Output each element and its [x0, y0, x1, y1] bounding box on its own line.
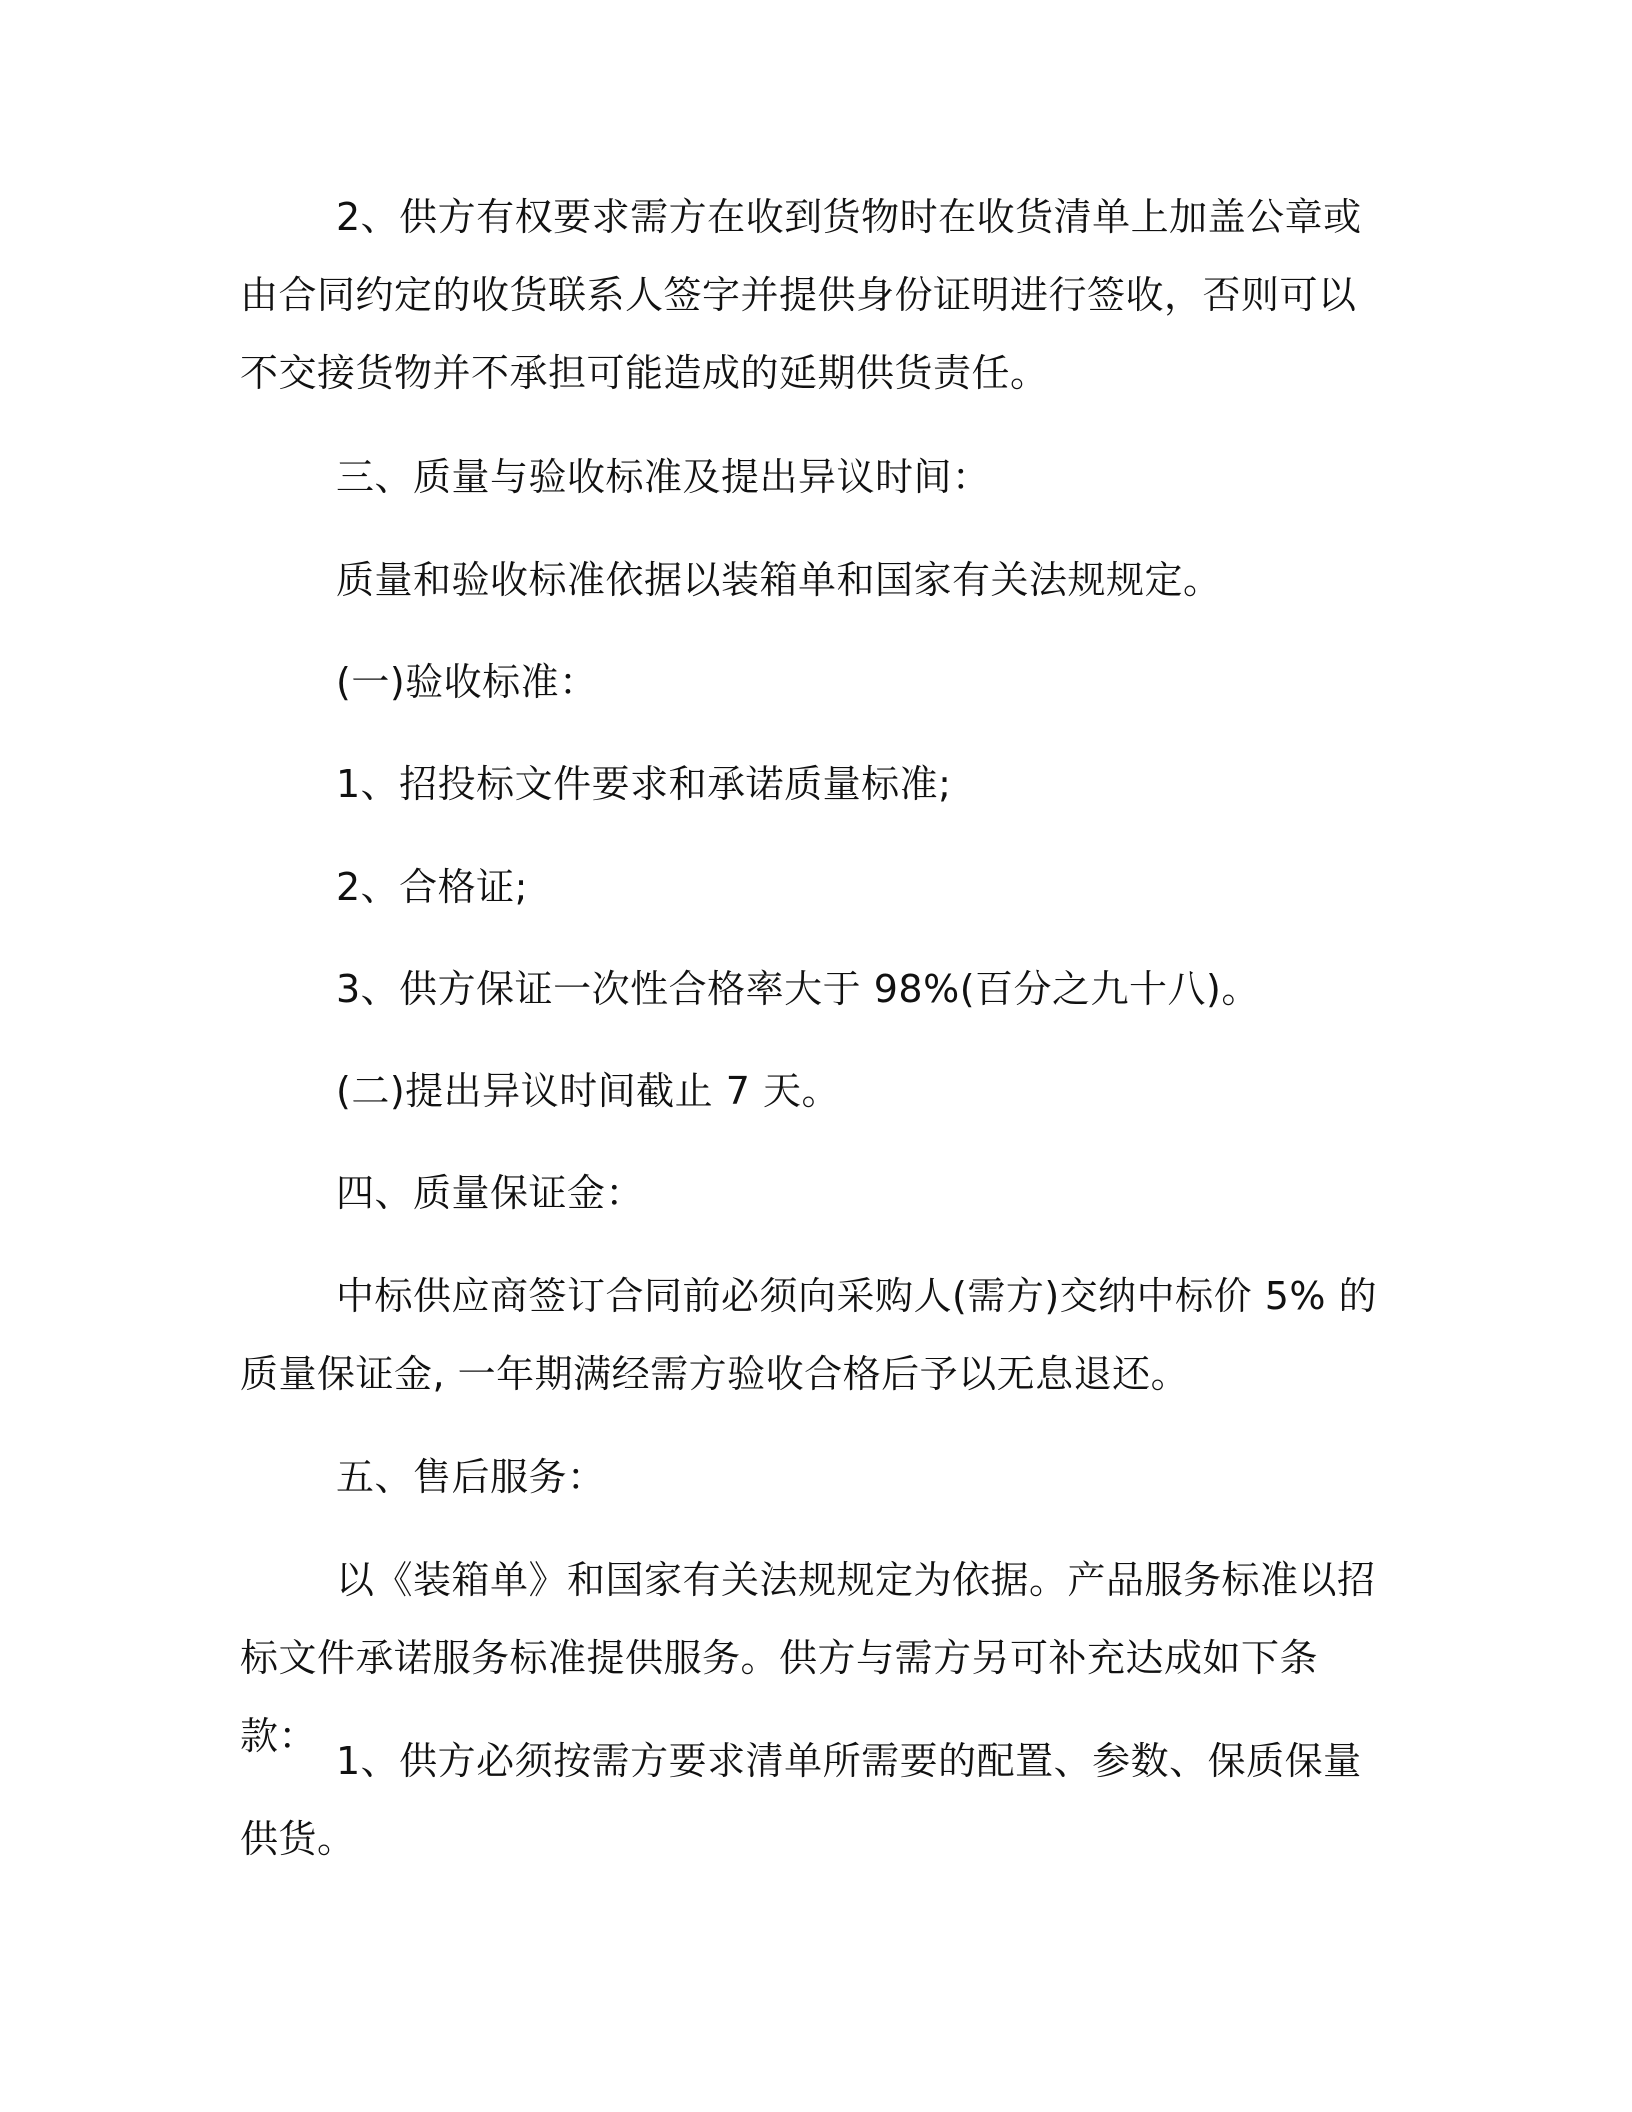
paragraph-delivery-signoff: 2、供方有权要求需方在收到货物时在收货清单上加盖公章或由合同约定的收货联系人签字并提供身份证明进行签收，否则可以不交接货物并不承担可能造成的延期供货责任。 [240, 195, 1362, 395]
subheading-objection-deadline: (二)提出异议时间截止 7 天。 [336, 1069, 840, 1113]
paragraph-quality-basis: 质量和验收标准依据以装箱单和国家有关法规规定。 [336, 558, 1222, 602]
list-item-tender-standard: 1、招投标文件要求和承诺质量标准; [336, 762, 952, 806]
list-item-supply-requirements: 1、供方必须按需方要求清单所需要的配置、参数、保质保量供货。 [240, 1739, 1362, 1861]
subheading-acceptance-standard: (一)验收标准： [336, 660, 598, 704]
list-item-pass-rate: 3、供方保证一次性合格率大于 98%(百分之九十八)。 [336, 967, 1260, 1011]
heading-quality-acceptance: 三、质量与验收标准及提出异议时间： [336, 455, 991, 499]
paragraph-after-sales-basis: 以《装箱单》和国家有关法规规定为依据。产品服务标准以招标文件承诺服务标准提供服务。供方与需方另可补充达成如下条款： [240, 1558, 1376, 1758]
heading-after-sales: 五、售后服务： [336, 1455, 606, 1499]
heading-quality-deposit: 四、质量保证金： [336, 1171, 645, 1215]
list-item-certificate: 2、合格证; [336, 865, 528, 909]
paragraph-deposit-terms: 中标供应商签订合同前必须向采购人(需方)交纳中标价 5% 的质量保证金, 一年期满经需方验收合格后予以无息退还。 [240, 1274, 1378, 1396]
